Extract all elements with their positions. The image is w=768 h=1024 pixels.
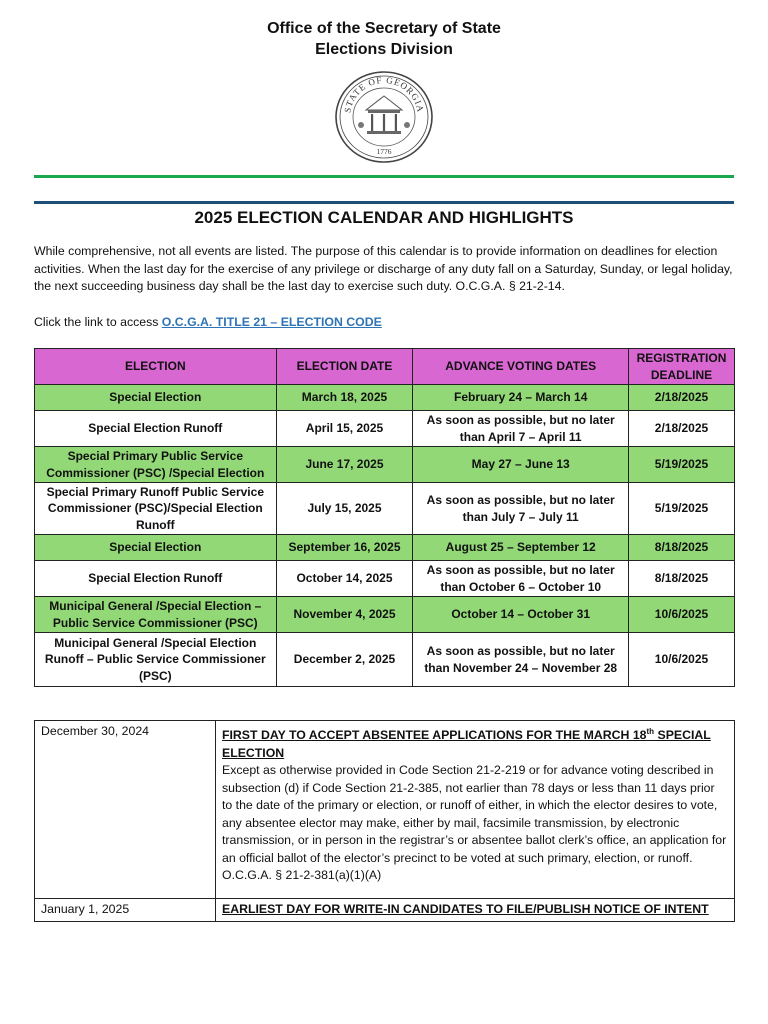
table-row bbox=[35, 597, 735, 633]
table-row bbox=[35, 483, 735, 535]
link-prefix: Click the link to access bbox=[34, 315, 162, 329]
seal-top-text: STATE OF GEORGIA bbox=[342, 74, 426, 114]
event-row bbox=[35, 721, 735, 899]
georgia-state-seal bbox=[333, 70, 435, 164]
cell-advance: As soon as possible, but no later than July 7 – July 11 bbox=[413, 483, 629, 535]
intro-paragraph: While comprehensive, not all events are listed. The purpose of this calendar is to provide information on deadlines for election activities. When the last day for the exercise of any privilege or discharge of any duty fall on a Saturday, Sunday, or legal holiday, the next succeeding business day shall be the last day to exercise such duty. O.C.G.A. § 21-2-14. bbox=[34, 244, 733, 293]
cell-election: Special Election bbox=[35, 385, 277, 411]
header-election: ELECTION bbox=[35, 349, 277, 385]
cell-advance: May 27 – June 13 bbox=[413, 447, 629, 483]
cell-election: Special Election Runoff bbox=[35, 411, 277, 447]
cell-date: June 17, 2025 bbox=[276, 447, 413, 483]
cell-date: April 15, 2025 bbox=[276, 411, 413, 447]
header-election-date: ELECTION DATE bbox=[276, 349, 413, 385]
division-name: Elections Division bbox=[315, 41, 453, 58]
event-heading-suffix: SPECIAL ELECTION bbox=[222, 728, 711, 760]
cell-deadline: 8/18/2025 bbox=[628, 561, 734, 597]
cell-date: July 15, 2025 bbox=[276, 483, 413, 535]
event-date: January 1, 2025 bbox=[35, 899, 216, 922]
cell-advance: As soon as possible, but no later than April 7 – April 11 bbox=[413, 411, 629, 447]
cell-deadline: 2/18/2025 bbox=[628, 385, 734, 411]
cell-deadline: 8/18/2025 bbox=[628, 535, 734, 561]
cell-advance: As soon as possible, but no later than November 24 – November 28 bbox=[413, 633, 629, 687]
cell-advance: As soon as possible, but no later than October 6 – October 10 bbox=[413, 561, 629, 597]
event-row bbox=[35, 899, 735, 922]
cell-election: Municipal General /Special Election – Public Service Commissioner (PSC) bbox=[35, 597, 277, 633]
events-table bbox=[34, 720, 735, 922]
header-advance-voting: ADVANCE VOTING DATES bbox=[413, 349, 629, 385]
green-divider bbox=[34, 175, 734, 178]
seal-year: 1776 bbox=[376, 147, 392, 156]
link-line bbox=[34, 314, 382, 331]
table-row bbox=[35, 447, 735, 483]
event-details bbox=[216, 721, 735, 899]
event-heading-superscript: th bbox=[646, 727, 655, 736]
table-row bbox=[35, 535, 735, 561]
event-heading bbox=[222, 723, 728, 762]
cell-date: November 4, 2025 bbox=[276, 597, 413, 633]
table-row bbox=[35, 561, 735, 597]
cell-deadline: 5/19/2025 bbox=[628, 483, 734, 535]
document-title: 2025 ELECTION CALENDAR AND HIGHLIGHTS bbox=[194, 208, 574, 227]
election-calendar-table bbox=[34, 348, 735, 687]
cell-deadline: 10/6/2025 bbox=[628, 597, 734, 633]
cell-election: Municipal General /Special Election Runoff – Public Service Commissioner (PSC) bbox=[35, 633, 277, 687]
cell-election: Special Primary Public Service Commissioner (PSC) /Special Election bbox=[35, 447, 277, 483]
cell-date: September 16, 2025 bbox=[276, 535, 413, 561]
event-citation: O.C.G.A. § 21-2-381(a)(1)(A) bbox=[222, 868, 382, 883]
blue-divider bbox=[34, 201, 734, 204]
cell-advance: October 14 – October 31 bbox=[413, 597, 629, 633]
page-header bbox=[0, 18, 768, 60]
header-registration-deadline: REGISTRATION DEADLINE bbox=[628, 349, 734, 385]
table-row bbox=[35, 385, 735, 411]
calendar-header-row bbox=[35, 349, 735, 385]
cell-deadline: 10/6/2025 bbox=[628, 633, 734, 687]
cell-deadline: 2/18/2025 bbox=[628, 411, 734, 447]
event-details bbox=[216, 899, 735, 922]
cell-date: December 2, 2025 bbox=[276, 633, 413, 687]
cell-election: Special Election Runoff bbox=[35, 561, 277, 597]
cell-deadline: 5/19/2025 bbox=[628, 447, 734, 483]
event-body: Except as otherwise provided in Code Section 21-2-219 or for advance voting described in subsection (d) if Code Section 21-2-385, not earlier than 78 days or less than 11 days prior to the date of the primary or election, or runoff of either, in which the elector desires to vote, any absentee elector may make, either by mail, facsimile transmission, by electronic transmission, or in person in the registrar’s or absentee ballot clerk’s office, an application for an official ballot of the elector’s precinct to be voted at such primary, election, or runoff. bbox=[222, 763, 727, 865]
office-name: Office of the Secretary of State bbox=[267, 20, 501, 37]
event-heading: EARLIEST DAY FOR WRITE-IN CANDIDATES TO FILE/PUBLISH NOTICE OF INTENT bbox=[222, 902, 709, 916]
event-heading-text: FIRST DAY TO ACCEPT ABSENTEE APPLICATIONS FOR THE MARCH 18 bbox=[222, 728, 647, 743]
cell-date: October 14, 2025 bbox=[276, 561, 413, 597]
cell-election: Special Primary Runoff Public Service Commissioner (PSC)/Special Election Runoff bbox=[35, 483, 277, 535]
cell-advance: February 24 – March 14 bbox=[413, 385, 629, 411]
election-code-link[interactable]: O.C.G.A. TITLE 21 – ELECTION CODE bbox=[161, 315, 382, 329]
cell-election: Special Election bbox=[35, 535, 277, 561]
table-row bbox=[35, 633, 735, 687]
table-row bbox=[35, 411, 735, 447]
event-date: December 30, 2024 bbox=[35, 721, 216, 899]
cell-date: March 18, 2025 bbox=[276, 385, 413, 411]
cell-advance: August 25 – September 12 bbox=[413, 535, 629, 561]
